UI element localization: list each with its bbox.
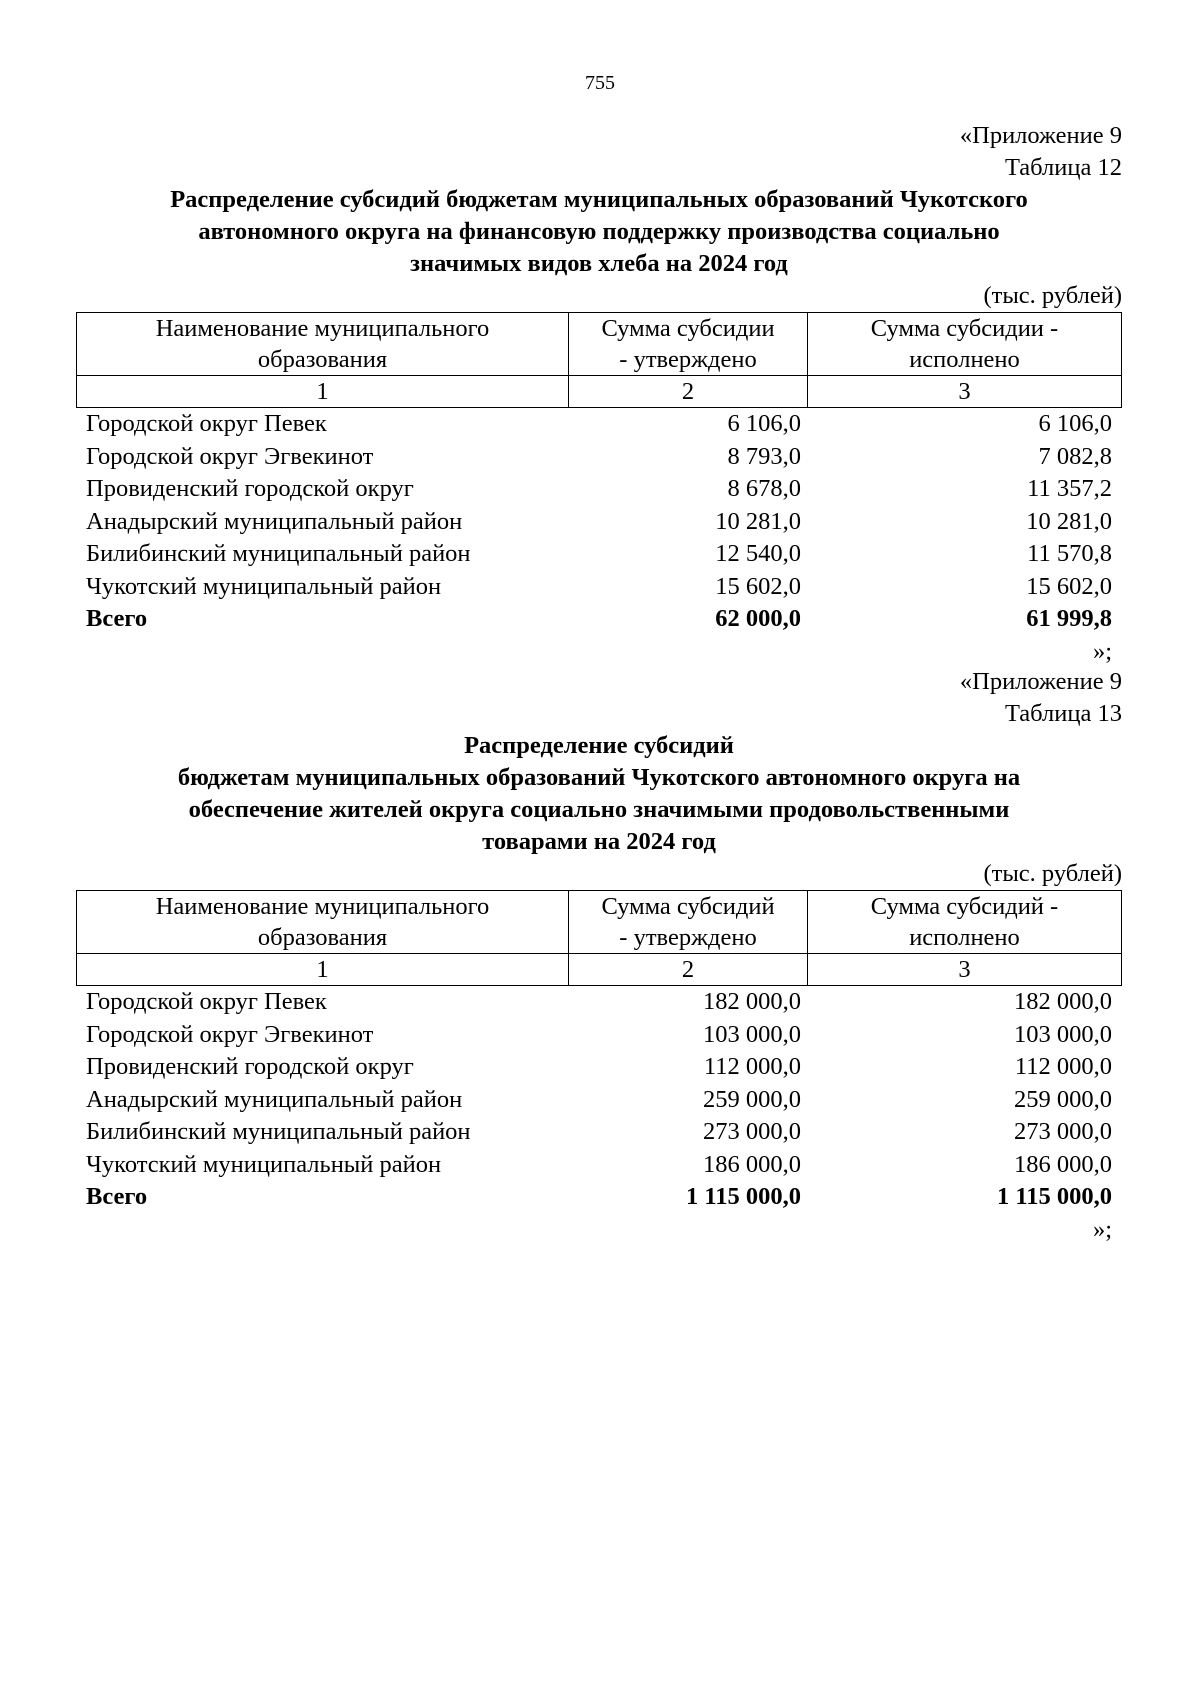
row-executed: 7 082,8 xyxy=(1038,442,1112,470)
total-label: Всего xyxy=(86,605,148,632)
header-executed-column xyxy=(808,313,1122,376)
row-approved: 8 678,0 xyxy=(727,475,801,502)
row-executed: 259 000,0 xyxy=(1014,1085,1112,1113)
row-name: Билибинский муниципальный район xyxy=(86,540,471,567)
row-approved: 12 540,0 xyxy=(715,540,801,567)
table-title-line: бюджетам муниципальных образований Чукотского автономного округа на xyxy=(177,764,1021,791)
row-name: Анадырский муниципальный район xyxy=(86,1085,463,1113)
column-number: 2 xyxy=(569,376,808,408)
table-label: Таблица 12 xyxy=(1004,154,1122,181)
row-name: Чукотский муниципальный район xyxy=(86,1150,442,1178)
header-approved-column xyxy=(569,891,808,954)
table-row xyxy=(76,1084,1122,1117)
table-title-line: товарами на 2024 год xyxy=(482,828,716,855)
row-approved: 112 000,0 xyxy=(703,1053,801,1080)
table-title-line: значимых видов хлеба на 2024 год xyxy=(410,250,788,277)
header-line: исполнено xyxy=(909,924,1020,951)
row-approved: 103 000,0 xyxy=(702,1020,801,1048)
table-row xyxy=(76,473,1122,506)
row-executed: 273 000,0 xyxy=(1014,1118,1112,1145)
header-line: Наименование муниципального xyxy=(155,893,490,920)
row-name: Анадырский муниципальный район xyxy=(86,507,463,535)
row-executed: 11 357,2 xyxy=(1027,475,1112,502)
appendix-label: «Приложение 9 xyxy=(959,668,1122,695)
row-executed: 182 000,0 xyxy=(1014,988,1112,1015)
row-name: Провиденский городской округ xyxy=(86,475,414,502)
header-line: - утверждено xyxy=(619,346,757,373)
table-title-line: Распределение субсидий бюджетам муниципальных образований Чукотского xyxy=(170,186,1028,213)
table-row xyxy=(76,441,1122,474)
header-line: образования xyxy=(257,924,388,951)
total-approved: 62 000,0 xyxy=(715,605,801,632)
row-executed: 186 000,0 xyxy=(1014,1150,1112,1178)
header-line: Сумма субсидий - xyxy=(870,893,1059,920)
row-name: Городской округ Эгвекинот xyxy=(86,1020,374,1048)
total-label: Всего xyxy=(86,1183,148,1210)
table-row xyxy=(76,1149,1122,1182)
row-name: Городской округ Певек xyxy=(86,988,327,1015)
header-approved-column xyxy=(569,313,808,376)
total-executed: 61 999,8 xyxy=(1026,605,1112,632)
total-executed: 1 115 000,0 xyxy=(996,1183,1112,1210)
header-line: Сумма субсидии - xyxy=(870,315,1059,342)
table-title-line: обеспечение жителей округа социально значимыми продовольственными xyxy=(188,796,1010,823)
total-approved: 1 115 000,0 xyxy=(685,1183,801,1210)
table-header xyxy=(76,890,1122,986)
header-line: Наименование муниципального xyxy=(155,315,490,342)
section-table-13 xyxy=(76,666,1122,1246)
table-row xyxy=(76,986,1122,1019)
header-line: Сумма субсидии xyxy=(601,315,775,342)
table-row xyxy=(76,538,1122,571)
header-line: образования xyxy=(257,346,388,373)
row-approved: 273 000,0 xyxy=(702,1118,801,1145)
row-executed: 10 281,0 xyxy=(1026,507,1112,535)
row-executed: 112 000,0 xyxy=(1014,1053,1112,1080)
row-executed: 103 000,0 xyxy=(1014,1020,1112,1048)
row-approved: 186 000,0 xyxy=(702,1150,801,1178)
total-row xyxy=(76,603,1122,636)
table-label: Таблица 13 xyxy=(1004,700,1122,727)
row-approved: 6 106,0 xyxy=(727,410,801,437)
row-approved: 15 602,0 xyxy=(715,572,801,600)
table-title-line: Распределение субсидий xyxy=(464,732,734,759)
row-name: Билибинский муниципальный район xyxy=(86,1118,471,1145)
table-row xyxy=(76,571,1122,604)
table-row xyxy=(76,506,1122,539)
table-header xyxy=(76,312,1122,408)
closing-quote: »; xyxy=(1092,1215,1112,1243)
row-approved: 182 000,0 xyxy=(702,988,801,1015)
column-number: 1 xyxy=(77,954,569,986)
unit-label: (тыс. рублей) xyxy=(983,860,1122,887)
row-name: Городской округ Певек xyxy=(86,410,327,437)
table-row xyxy=(76,1051,1122,1084)
header-line: Сумма субсидий xyxy=(601,893,775,920)
closing-quote: »; xyxy=(1092,637,1112,665)
row-approved: 259 000,0 xyxy=(702,1085,801,1113)
table-row xyxy=(76,1116,1122,1149)
row-name: Городской округ Эгвекинот xyxy=(86,442,374,470)
unit-label: (тыс. рублей) xyxy=(983,282,1122,309)
row-approved: 10 281,0 xyxy=(715,507,801,535)
row-executed: 6 106,0 xyxy=(1038,410,1112,437)
header-line: исполнено xyxy=(909,346,1020,373)
header-line: - утверждено xyxy=(619,924,757,951)
row-executed: 15 602,0 xyxy=(1026,572,1112,600)
row-name: Провиденский городской округ xyxy=(86,1053,414,1080)
header-name-column xyxy=(77,891,569,954)
column-number: 1 xyxy=(77,376,569,408)
page-number: 755 xyxy=(585,72,615,94)
header-name-column xyxy=(77,313,569,376)
section-table-12 xyxy=(76,120,1122,668)
column-number: 3 xyxy=(808,376,1122,408)
row-approved: 8 793,0 xyxy=(727,442,801,470)
table-body xyxy=(76,986,1122,1214)
table-title-line: автономного округа на финансовую поддержку производства социально xyxy=(198,218,1000,245)
row-executed: 11 570,8 xyxy=(1027,540,1112,567)
column-number: 2 xyxy=(569,954,808,986)
header-executed-column xyxy=(808,891,1122,954)
row-name: Чукотский муниципальный район xyxy=(86,572,442,600)
total-row xyxy=(76,1181,1122,1214)
column-number: 3 xyxy=(808,954,1122,986)
table-row xyxy=(76,408,1122,441)
table-body xyxy=(76,408,1122,636)
appendix-label: «Приложение 9 xyxy=(959,122,1122,149)
table-row xyxy=(76,1019,1122,1052)
